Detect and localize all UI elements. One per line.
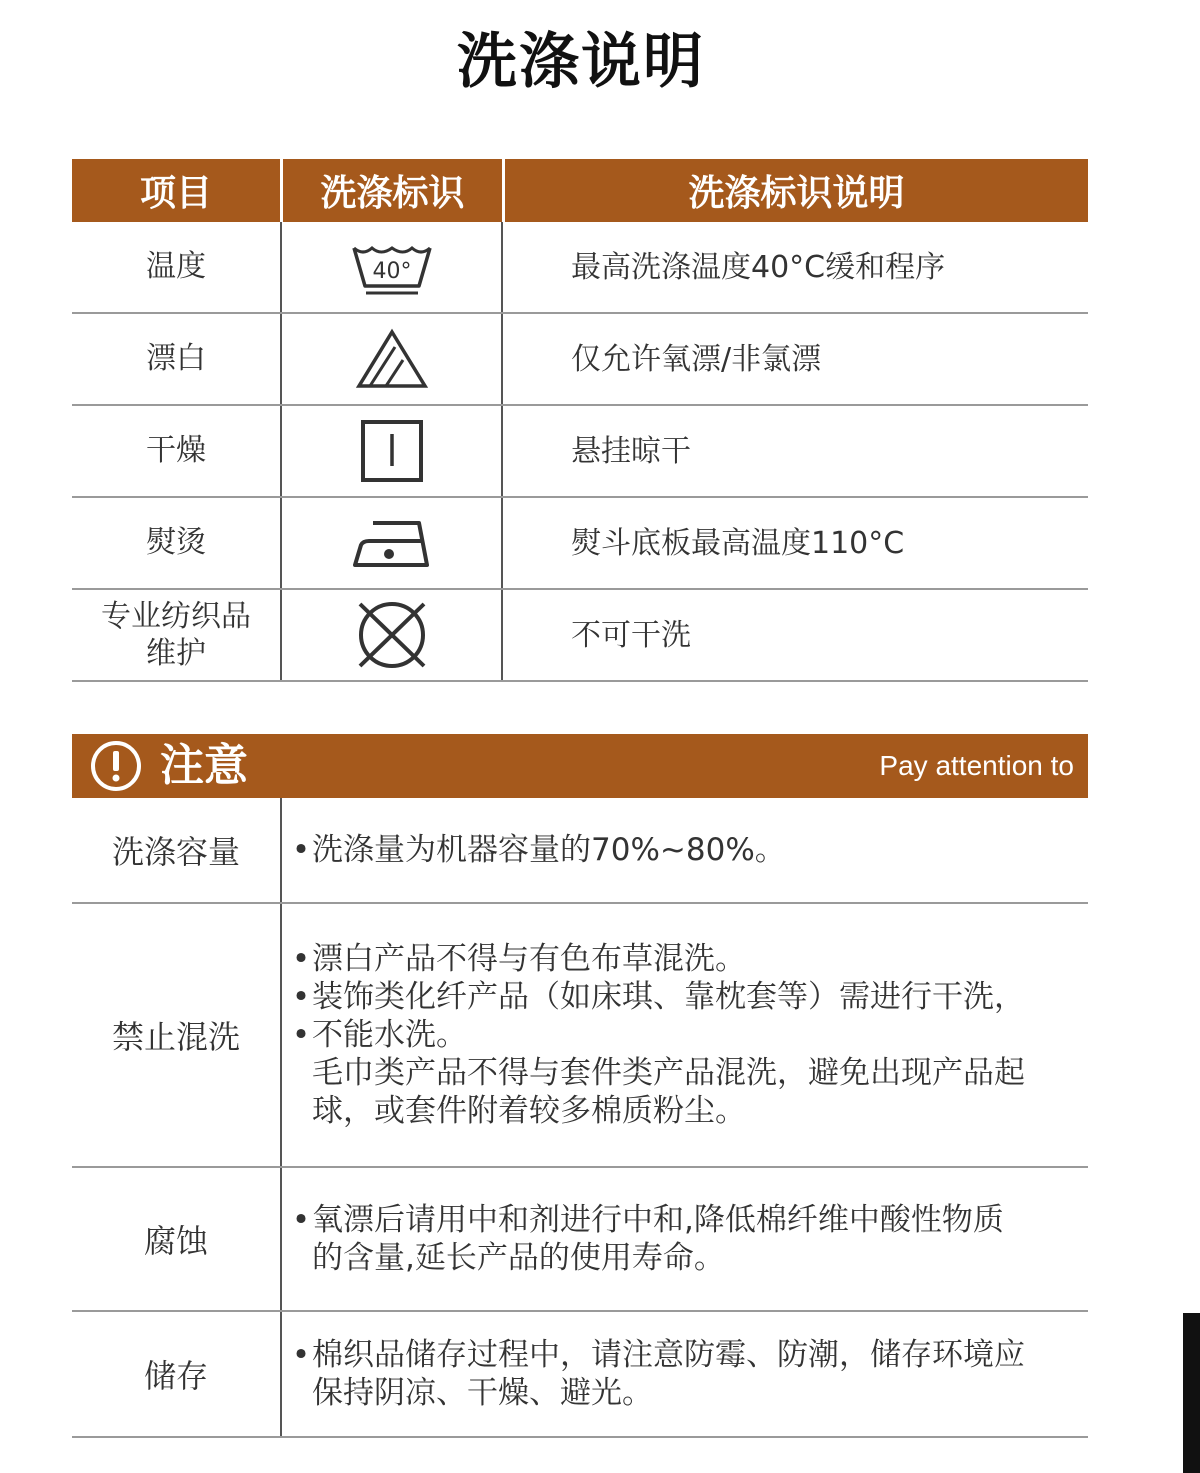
attention-label: 储存 — [143, 1357, 208, 1395]
care-row-drying — [72, 406, 1088, 498]
attention-text: 不能水洗。 — [312, 1017, 467, 1053]
care-desc-line: 最高洗涤温度40°C — [571, 249, 826, 285]
attention-text: 毛巾类产品不得与套件类产品混洗，避免出现产品起 — [312, 1055, 1025, 1091]
attention-text: 的含量,延长产品的使用寿命。 — [312, 1240, 725, 1276]
care-row-professional-care — [72, 590, 1088, 682]
attention-title: 注意 — [160, 740, 248, 791]
attention-line — [290, 1054, 1084, 1092]
attention-row-capacity — [72, 798, 1088, 904]
attention-row-storage — [72, 1312, 1088, 1438]
attention-label: 洗涤容量 — [111, 833, 240, 871]
bullet: • — [291, 1017, 311, 1053]
wash-temperature-text: 40° — [372, 259, 411, 284]
care-symbol-table — [72, 159, 1088, 682]
care-desc-line: 缓和程序 — [825, 249, 946, 285]
care-item-label: 漂白 — [146, 341, 206, 377]
bullet — [290, 1054, 312, 1092]
bullet: • — [291, 1337, 311, 1373]
care-desc-line: 悬挂晾干 — [571, 433, 691, 469]
line-dry-icon — [359, 418, 425, 484]
care-row-temperature — [72, 222, 1088, 314]
attention-label: 禁止混洗 — [111, 1018, 240, 1056]
bullet — [290, 1239, 312, 1277]
attention-line — [290, 978, 1084, 1016]
header-item: 项目 — [139, 173, 212, 214]
page-title: 洗涤说明 — [457, 27, 705, 97]
bullet: • — [291, 1202, 311, 1238]
wash-40-gentle-icon — [350, 236, 434, 298]
bullet: • — [291, 941, 311, 977]
attention-line — [290, 1201, 1084, 1239]
care-row-ironing — [72, 498, 1088, 590]
edge-bar — [1183, 1313, 1200, 1473]
attention-line — [290, 831, 1084, 869]
attention-line — [290, 1336, 1084, 1374]
do-not-dry-clean-icon — [354, 600, 430, 670]
care-row-bleach — [72, 314, 1088, 406]
care-table-header — [72, 159, 1088, 222]
care-item-label: 熨烫 — [146, 525, 206, 561]
care-item-label: 维护 — [146, 636, 206, 671]
attention-text: 球，或套件附着较多棉质粉尘。 — [312, 1093, 746, 1129]
iron-low-temp-icon — [349, 515, 435, 571]
attention-text: 洗涤量为机器容量的70%~80%。 — [312, 832, 786, 868]
attention-line — [290, 1092, 1084, 1130]
attention-label: 腐蚀 — [143, 1222, 208, 1260]
attention-subtitle: Pay attention to — [879, 750, 1074, 781]
attention-line — [290, 940, 1084, 978]
attention-row-corrosion — [72, 1168, 1088, 1312]
header-description: 洗涤标识说明 — [502, 159, 1088, 222]
attention-text: 氧漂后请用中和剂进行中和,降低棉纤维中酸性物质 — [312, 1202, 1004, 1238]
bullet: • — [291, 832, 311, 868]
care-item-label: 温度 — [146, 249, 206, 285]
attention-line — [290, 1016, 1084, 1054]
care-desc-line: 仅允许氧漂/非氯漂 — [571, 341, 822, 377]
care-desc-line: 不可干洗 — [571, 617, 691, 653]
bullet: • — [291, 979, 311, 1015]
care-item-label: 专业纺织品 — [101, 598, 251, 634]
attention-table — [72, 798, 1088, 1438]
attention-text: 棉织品储存过程中，请注意防霉、防潮，储存环境应 — [312, 1337, 1025, 1373]
bullet — [290, 1374, 312, 1412]
attention-text: 保持阴凉、干燥、避光。 — [312, 1375, 653, 1411]
attention-row-no-mixing — [72, 904, 1088, 1168]
attention-header — [72, 734, 1088, 798]
attention-line — [290, 1374, 1084, 1412]
attention-text: 装饰类化纤产品（如床琪、靠枕套等）需进行干洗， — [312, 979, 1025, 1015]
attention-text: 漂白产品不得与有色布草混洗。 — [312, 941, 746, 977]
header-symbol: 洗涤标识 — [280, 159, 502, 222]
exclamation-circle-icon — [90, 740, 142, 792]
oxygen-bleach-only-icon — [355, 328, 429, 390]
attention-line — [290, 1239, 1084, 1277]
care-desc-line: 熨斗底板最高温度110°C — [571, 525, 905, 561]
care-item-label: 干燥 — [146, 433, 206, 469]
bullet — [290, 1092, 312, 1130]
